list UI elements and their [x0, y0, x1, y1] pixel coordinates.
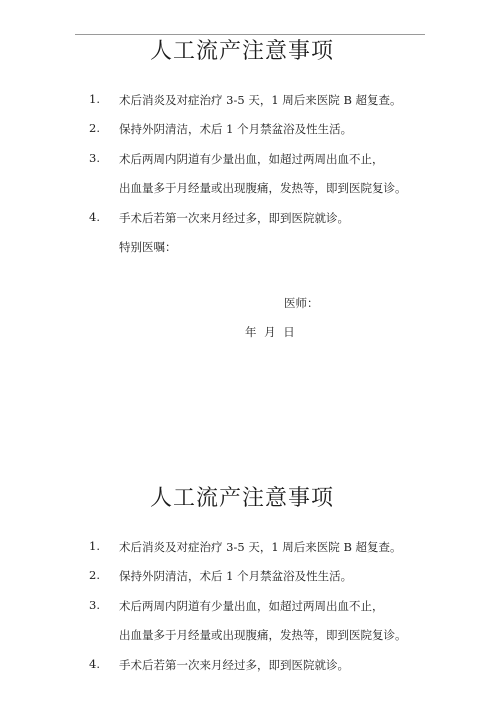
item-text: 保持外阴清洁，术后 1 个月禁盆浴及性生活。: [119, 122, 353, 136]
item-text: 术后两周内阴道有少量出血，如超过两周出血不止，: [119, 599, 384, 613]
item-number: 2.: [89, 568, 100, 582]
instruction-item-4: [0, 657, 500, 677]
instruction-item-3: [0, 151, 500, 171]
date-label: 年 月 日: [245, 325, 295, 339]
item-text: 术后消炎及对症治疗 3-5 天，1 周后来医院 B 超复查。: [119, 93, 402, 107]
instruction-item-2: [0, 568, 500, 588]
instruction-item-3: [0, 598, 500, 618]
instruction-item-1: [0, 539, 500, 559]
item-number: 4.: [89, 657, 100, 671]
special-instructions-label: 特别医嘱：: [119, 240, 177, 254]
notice-title: 人工流产注意事项: [150, 486, 335, 511]
item-number: 1.: [89, 92, 100, 106]
notice-title: 人工流产注意事项: [150, 39, 335, 64]
instruction-item-2: [0, 121, 500, 141]
item-number: 3.: [89, 598, 100, 612]
doctor-signature-label: 医师：: [284, 296, 319, 310]
item-number: 1.: [89, 539, 100, 553]
item-number: 2.: [89, 121, 100, 135]
instruction-item-3-continuation: 出血量多于月经量或出现腹痛，发热等，即到医院复诊。: [119, 628, 407, 642]
instruction-item-1: [0, 92, 500, 112]
instruction-item-3-continuation: 出血量多于月经量或出现腹痛，发热等，即到医院复诊。: [119, 181, 407, 195]
item-number: 4.: [89, 210, 100, 224]
item-text: 手术后若第一次来月经过多，即到医院就诊。: [119, 211, 349, 225]
item-text: 保持外阴清洁，术后 1 个月禁盆浴及性生活。: [119, 569, 353, 583]
item-text: 术后消炎及对症治疗 3-5 天，1 周后来医院 B 超复查。: [119, 540, 402, 554]
instruction-item-4: [0, 210, 500, 230]
item-number: 3.: [89, 151, 100, 165]
item-text: 术后两周内阴道有少量出血，如超过两周出血不止，: [119, 152, 384, 166]
item-text: 手术后若第一次来月经过多，即到医院就诊。: [119, 658, 349, 672]
